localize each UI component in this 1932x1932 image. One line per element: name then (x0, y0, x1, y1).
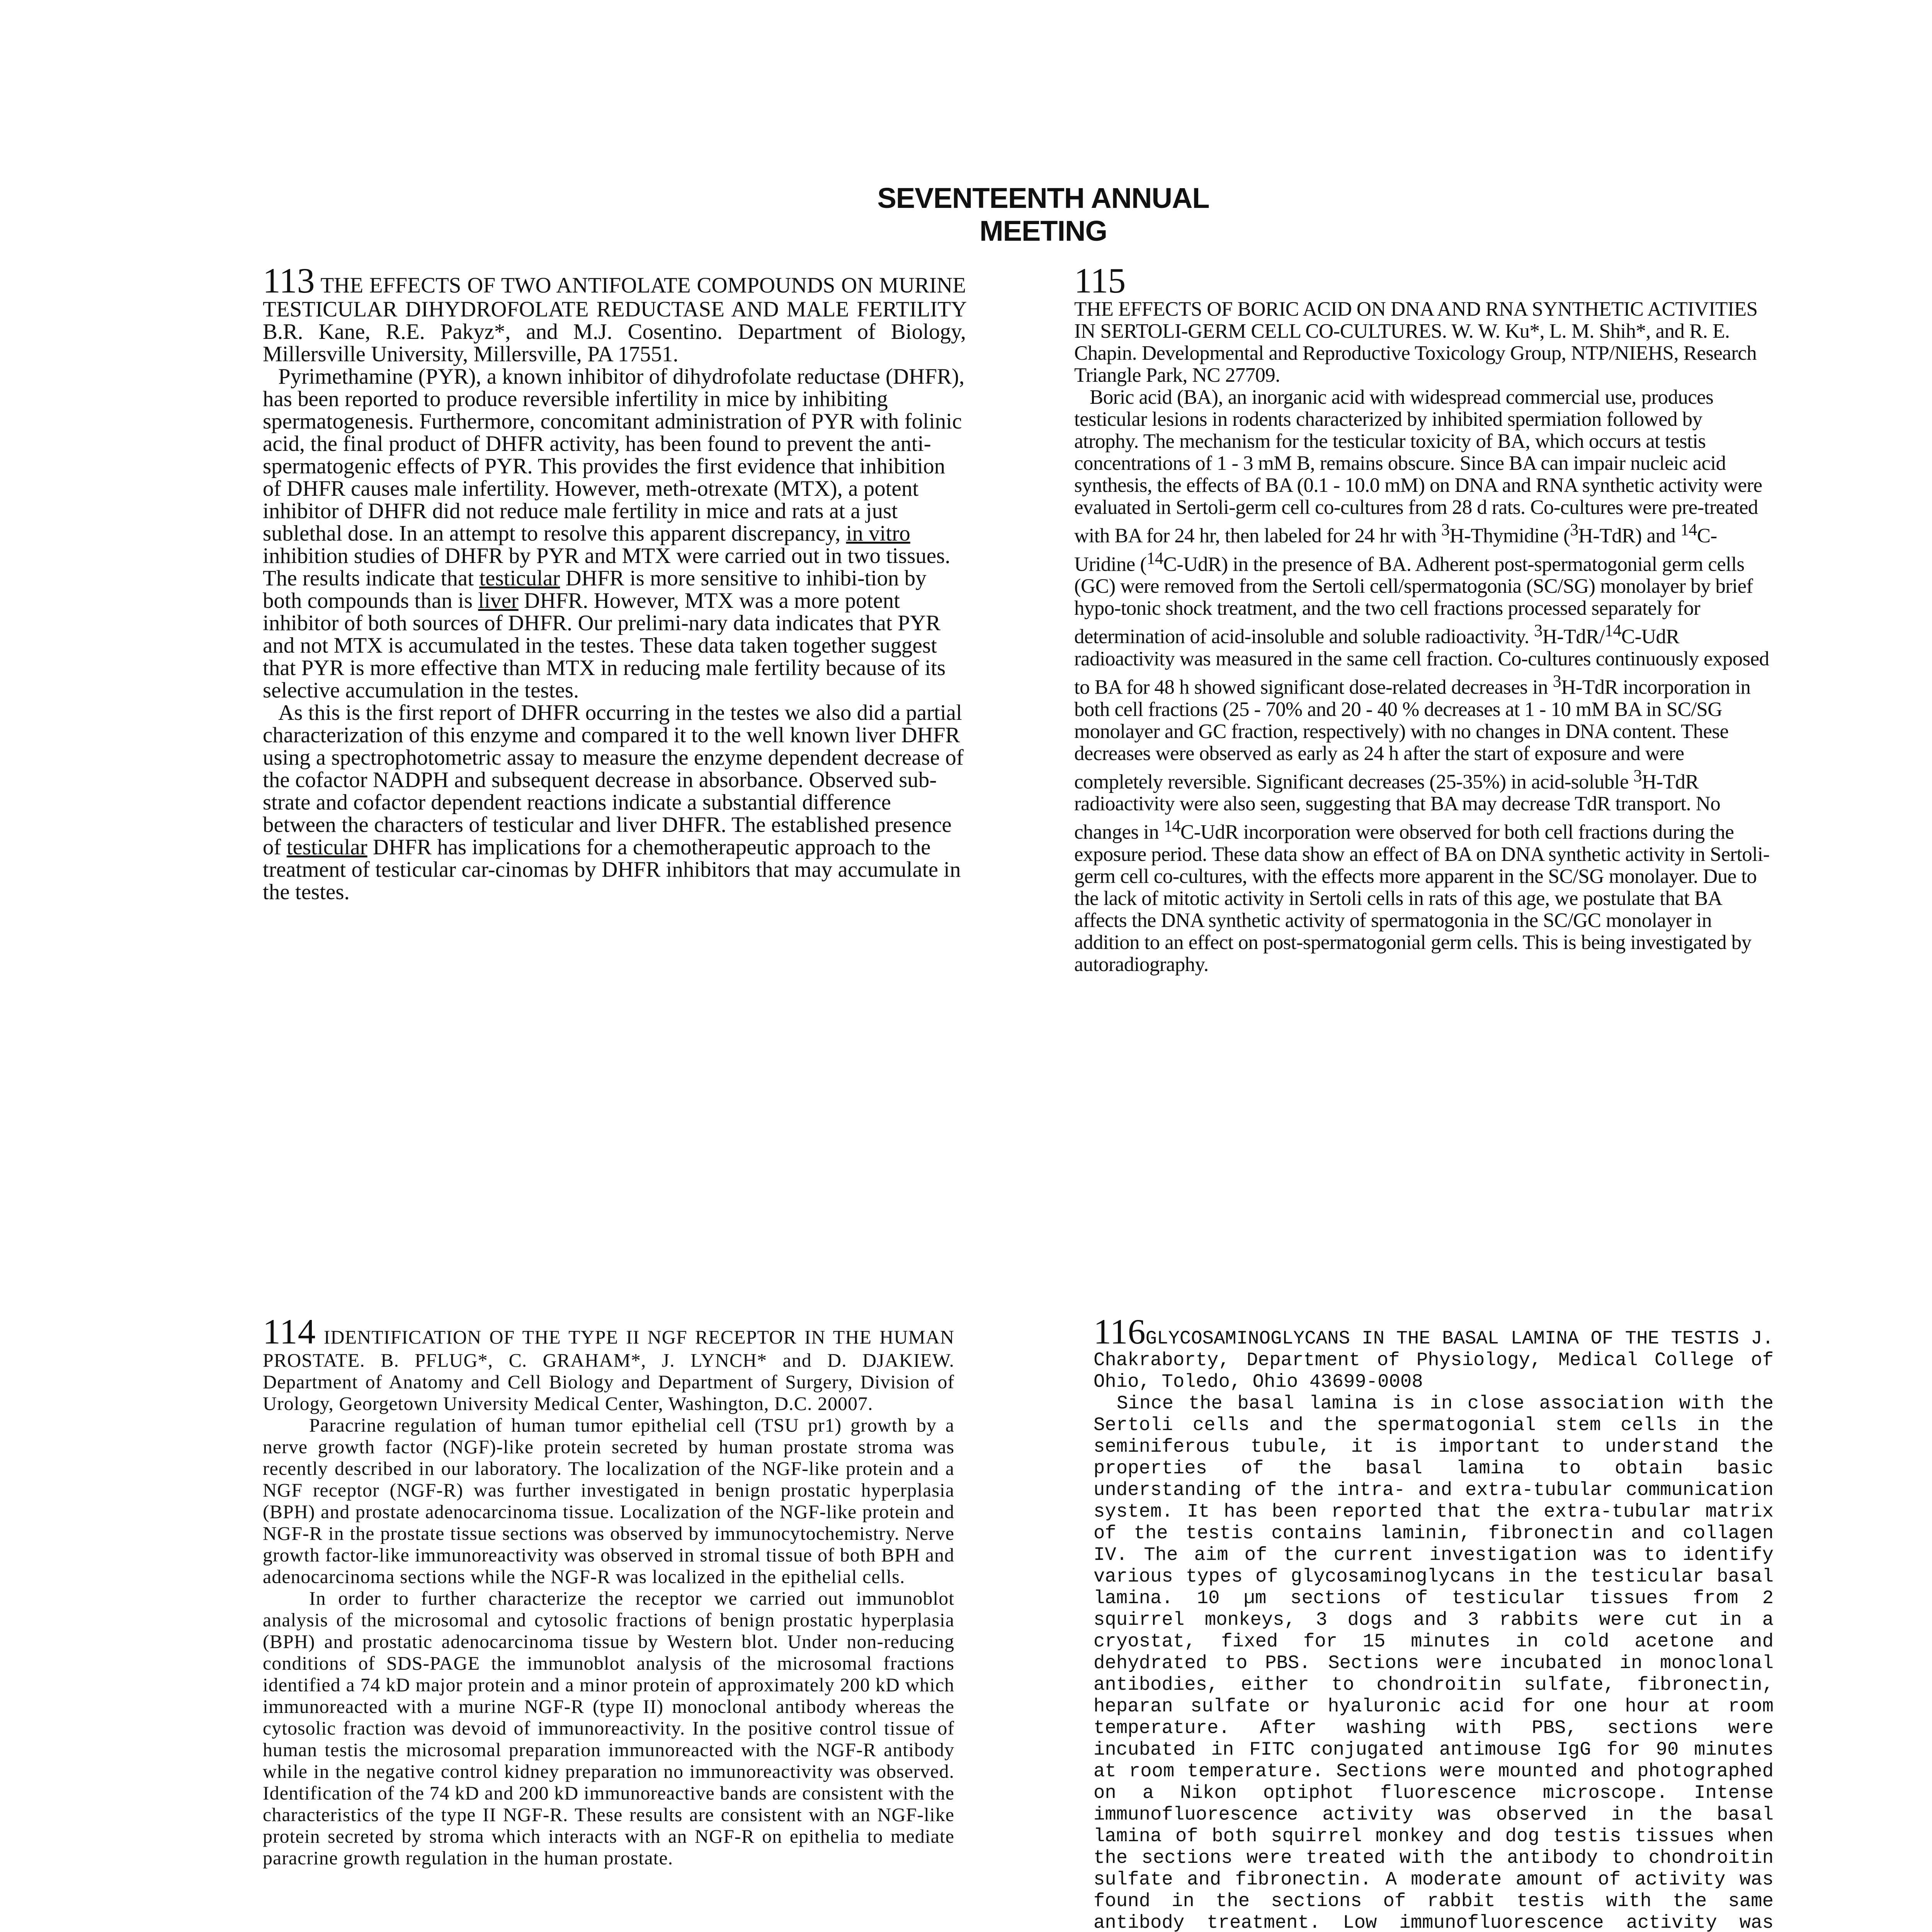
abstract-115-text: H-TdR/ (1542, 625, 1605, 648)
abstract-113-authors: B.R. Kane, R.E. Pakyz*, and M.J. Cosentino. (263, 320, 723, 344)
superscript: 14 (1163, 816, 1180, 836)
abstract-113-text: DHFR is more sensitive to inhibi-tion by both compounds than is (263, 566, 927, 613)
abstract-115-title: THE EFFECTS OF BORIC ACID ON DNA AND RNA SYNTHETIC ACTIVITIES IN SERTOLI-GERM CELL CO-CULTURES. (1074, 298, 1758, 342)
abstract-113-underlined-text: in vitro (846, 521, 910, 546)
abstract-114-paragraph-1: Paracrine regulation of human tumor epithelial cell (TSU pr1) growth by a nerve growth factor (NGF)-like protein secreted by human prostate stroma was recently described in our laboratory. The localization of the NGF-like protein and a NGF receptor (NGF-R) was further investigated in benign prostatic hyperplasia (BPH) and prostate adenocarcinoma tissue. Localization of the NGF-like protein and NGF-R in the prostate tissue sections was observed by immunocytochemistry. Nerve growth factor-like immunoreactivity was observed in stromal tissue of both BPH and adenocarcinoma sections while the NGF-R was localized in the epithelial cells. (263, 1414, 954, 1587)
abstract-113-text: As this is the first report of DHFR occurring in the testes we also did a partial characterization of this enzyme and compared it to the well known liver DHFR using a spectrophotometric assay to measure the enzyme dependent decrease of the cofactor NADPH and subsequent decrease in absorbance. Observed sub-strate and cofactor dependent reactions indicate a substantial difference between the characters of testicular and liver DHFR. The established presence of (263, 701, 964, 859)
abstract-115-text: H-TdR incorporation in both cell fractions (25 - 70% and 20 - 40 % decreases at 1 - 10 mM BA in SC/SG monolayer and GC fraction, respectively) with no changes in DNA content. These decreases were observed as early as 24 h after the start of exposure and were completely reversible. Significant decreases (25-35%) in acid-soluble (1074, 676, 1751, 793)
abstract-115-text: H-Thymidine ( (1449, 524, 1570, 547)
abstract-115 (1074, 263, 1770, 976)
superscript: 14 (1604, 621, 1621, 640)
abstract-114-heading (263, 1314, 954, 1414)
abstract-114-authors: B. PFLUG*, C. GRAHAM*, J. LYNCH* and D. DJAKIEW. (381, 1349, 954, 1371)
abstract-116-heading (1094, 1314, 1774, 1393)
abstract-116-number: 116 (1094, 1312, 1146, 1351)
abstract-114 (263, 1314, 954, 1869)
superscript: 3 (1553, 671, 1561, 690)
superscript: 3 (1441, 520, 1450, 539)
page-title: SEVENTEENTH ANNUAL MEETING (877, 182, 1209, 247)
abstract-113-underlined-text: testicular (479, 566, 560, 590)
abstract-113-text: DHFR has implications for a chemotherapeutic approach to the treatment of testicular car-cinomas by DHFR inhibitors that may accumulate in the testes. (263, 835, 961, 904)
abstract-113-paragraph-2 (263, 702, 966, 903)
abstract-116-paragraph: Since the basal lamina is in close association with the Sertoli cells and the spermatogonial stem cells in the seminiferous tubule, it is important to understand the properties of the basal lamina to obtain basic understanding of the intra- and extra-tubular communication system. It has been reported that the extra-tubular matrix of the testis contains laminin, fibronectin and collagen IV. The aim of the current investigation was to identify various types of glycosaminoglycans in the testicular basal lamina. 10 µm sections of testicular tissues from 2 squirrel monkeys, 3 dogs and 3 rabbits were cut in a cryostat, fixed for 15 minutes in cold acetone and dehydrated to PBS. Sections were incubated in monoclonal antibodies, either to chondroitin sulfate, fibronectin, heparan sulfate or hyaluronic acid for one hour at room temperature. After washing with PBS, sections were incubated in FITC conjugated antimouse IgG for 90 minutes at room temperature. Sections were mounted and photographed on a Nikon optiphot fluorescence microscope. Intense immunofluorescence activity was observed in the basal lamina of both squirrel monkey and dog testis tissues when the sections were treated with the antibody to chondroitin sulfate and fibronectin. A moderate amount of activity was found in the sections of rabbit testis with the same antibody treatment. Low immunofluorescence activity was (1094, 1393, 1774, 1932)
abstract-115-text: H-TdR) and (1578, 524, 1676, 547)
superscript: 3 (1570, 520, 1578, 539)
abstract-115-text: H-TdR radioactivity were also seen, suggesting that BA may decrease TdR transport. No changes in (1074, 770, 1721, 844)
abstract-113-paragraph-1 (263, 366, 966, 702)
abstract-114-number: 114 (263, 1312, 316, 1351)
abstract-116 (1094, 1314, 1774, 1932)
abstract-115-text: C-Uridine ( (1074, 524, 1717, 576)
abstract-115-affiliation: Developmental and Reproductive Toxicology Group, NTP/NIEHS, Research Triangle Park, NC 27709. (1074, 342, 1757, 386)
abstract-113-text: DHFR. However, MTX was a more potent inhibitor of both sources of DHFR. Our prelimi-nary data indicates that PYR and not MTX is accumulated in the testes. These data taken together suggest that PYR is more effective than MTX in reducing male fertility because of its selective accumulation in the testes. (263, 588, 946, 702)
superscript: 14 (1146, 548, 1163, 568)
abstract-115-text: C-UdR radioactivity was measured in the same cell fraction. Co-cultures continuously exposed to BA for 48 h showed significant dose-related decreases in (1074, 625, 1769, 699)
abstract-113-heading (263, 263, 966, 366)
abstract-115-text: Boric acid (BA), an inorganic acid with widespread commercial use, produces testicular lesions in rodents characterized by inhibited spermiation followed by atrophy. The mechanism for the testicular toxicity of BA, which occurs at testis concentrations of 1 - 3 mM B, remains obscure. Since BA can impair nucleic acid synthesis, the effects of BA (0.1 - 10.0 mM) on DNA and RNA synthetic activity were evaluated in Sertoli-germ cell co-cultures from 28 d rats. Co-cultures were pre-treated with BA for 24 hr, then labeled for 24 hr with (1074, 386, 1762, 547)
superscript: 3 (1534, 621, 1543, 640)
abstract-114-paragraph-2: In order to further characterize the receptor we carried out immunoblot analysis of the microsomal and cytosolic fractions of benign prostatic hyperplasia (BPH) and prostatic adenocarcinoma tissue by Western blot. Under non-reducing conditions of SDS-PAGE the immunoblot analysis of the microsomal fractions identified a 74 kD major protein and a minor protein of approximately 200 kD which immunoreacted with a murine NGF-R (type II) monoclonal antibody whereas the cytosolic fraction was devoid of immunoreactivity. In the positive control tissue of human testis the microsomal preparation immunoreacted with the NGF-R antibody while in the negative control kidney preparation no immunoreactivity was observed. Identification of the 74 kD and 200 kD immunoreactive bands are consistent with the characteristics of the type II NGF-R. These results are consistent with an NGF-like protein secreted by stroma which interacts with an NGF-R on epithelia to mediate paracrine growth regulation in the human prostate. (263, 1587, 954, 1869)
abstract-115-authors: W. W. Ku*, L. M. Shih*, and R. E. Chapin. (1074, 320, 1730, 364)
abstract-116-authors: J. Chakraborty, (1094, 1328, 1774, 1371)
abstract-114-affiliation: Department of Anatomy and Cell Biology and Department of Surgery, Division of Urology, Georgetown University Medical Center, Washington, D.C. 20007. (263, 1371, 954, 1414)
abstract-115-text: C-UdR incorporation were observed for both cell fractions during the exposure period. These data show an effect of BA on DNA synthetic activity in Sertoli-germ cell co-cultures, with the effects more apparent in the SC/SG monolayer. Due to the lack of mitotic activity in Sertoli cells in rats of this age, we postulate that BA affects the DNA synthetic activity of spermatogonia in the SC/GC monolayer in addition to an effect on post-spermatogonial germ cells. This is being investigated by autoradiography. (1074, 821, 1770, 976)
abstract-115-paragraph (1074, 386, 1770, 976)
superscript: 14 (1680, 520, 1697, 539)
abstract-115-number: 115 (1074, 261, 1126, 300)
superscript: 3 (1633, 766, 1642, 785)
abstract-113-text: inhibition studies of DHFR by PYR and MTX were carried out in two tissues. The results indicate that (263, 544, 951, 590)
abstract-115-text: C-UdR) in the presence of BA. Adherent post-spermatogonial germ cells (GC) were removed from the Sertoli cell/spermatogonia (SC/SG) monolayer by brief hypo-tonic shock treatment, and the two cell fractions processed separately for determination of acid-insoluble and soluble radioactivity. (1074, 553, 1753, 648)
abstract-113-title: THE EFFECTS OF TWO ANTIFOLATE COMPOUNDS ON MURINE TESTICULAR DIHYDROFOLATE REDUCTASE AND MALE FERTILITY (263, 273, 966, 321)
abstract-116-title: GLYCOSAMINOGLYCANS IN THE BASAL LAMINA OF THE TESTIS (1145, 1328, 1739, 1349)
abstract-113 (263, 263, 966, 903)
abstract-113-underlined-text: testicular (286, 835, 367, 859)
abstract-115-heading (1074, 298, 1770, 386)
abstract-113-underlined-text: liver (478, 588, 519, 613)
abstract-113-number: 113 (263, 261, 315, 300)
abstract-116-affiliation: Department of Physiology, Medical College of Ohio, Toledo, Ohio 43699-0008 (1094, 1349, 1774, 1393)
abstract-114-title: IDENTIFICATION OF THE TYPE II NGF RECEPTOR IN THE HUMAN PROSTATE. (263, 1326, 955, 1371)
abstract-113-text: Pyrimethamine (PYR), a known inhibitor of dihydrofolate reductase (DHFR), has been reported to produce reversible infertility in mice by inhibiting spermatogenesis. Furthermore, concomitant administration of PYR with folinic acid, the final product of DHFR activity, has been found to prevent the anti-spermatogenic effects of PYR. This provides the first evidence that inhibition of DHFR causes male infertility. However, meth-otrexate (MTX), a potent inhibitor of DHFR did not reduce male fertility in mice and rats at a just sublethal dose. In an attempt to resolve this apparent discrepancy, (263, 364, 965, 546)
abstract-113-affiliation: Department of Biology, Millersville University, Millersville, PA 17551. (263, 320, 966, 366)
